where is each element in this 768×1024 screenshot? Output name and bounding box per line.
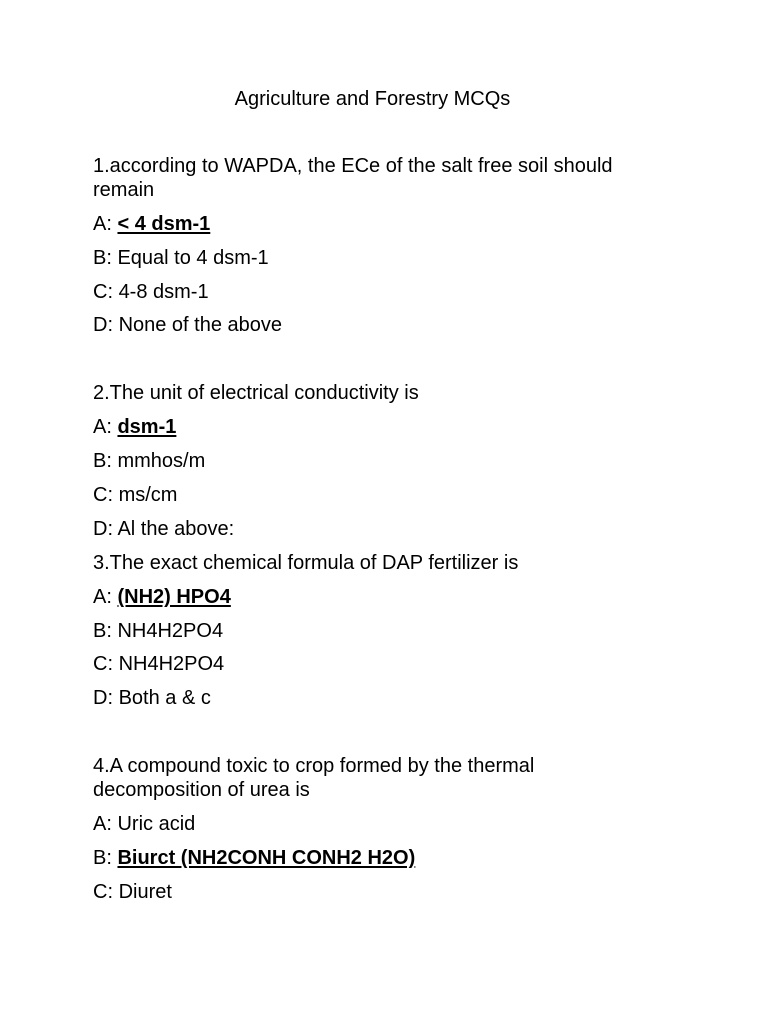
question-3-option-b bbox=[93, 619, 223, 643]
question-2-text: 2.The unit of electrical conductivity is bbox=[93, 382, 419, 404]
question-1-text-line-2: remain bbox=[93, 179, 155, 201]
correct-answer: < 4 dsm-1 bbox=[117, 213, 211, 235]
question-3-text: 3.The exact chemical formula of DAP fertilizer is bbox=[93, 552, 519, 574]
correct-answer: dsm-1 bbox=[117, 416, 177, 438]
option-text: None of the above bbox=[118, 314, 283, 336]
question-2-option-a bbox=[93, 415, 176, 439]
option-letter: C: bbox=[93, 484, 113, 506]
question-4-option-c bbox=[93, 880, 172, 904]
correct-answer: (NH2) HPO4 bbox=[117, 586, 231, 608]
question-2-option-c bbox=[93, 483, 177, 507]
document-title: Agriculture and Forestry MCQs bbox=[234, 88, 511, 110]
option-letter: B: bbox=[93, 450, 112, 472]
option-letter: B: bbox=[93, 620, 112, 642]
question-4-text-line-2: decomposition of urea is bbox=[93, 779, 310, 801]
option-text: Uric acid bbox=[117, 813, 196, 835]
option-text: NH4H2PO4 bbox=[117, 620, 224, 642]
question-3-option-a bbox=[93, 585, 231, 609]
option-text: ms/cm bbox=[118, 484, 178, 506]
option-text: mmhos/m bbox=[117, 450, 206, 472]
option-letter: C: bbox=[93, 881, 113, 903]
question-4-option-a bbox=[93, 812, 195, 836]
option-text: Al the above: bbox=[117, 518, 235, 540]
option-text: NH4H2PO4 bbox=[118, 653, 225, 675]
question-1-option-a bbox=[93, 212, 210, 236]
question-3-option-d bbox=[93, 686, 211, 710]
question-4-text-line-1: 4.A compound toxic to crop formed by the thermal bbox=[93, 755, 535, 777]
option-letter: A: bbox=[93, 813, 112, 835]
question-1-option-d bbox=[93, 313, 282, 337]
question-2-option-b bbox=[93, 449, 205, 473]
question-3-option-c bbox=[93, 652, 224, 676]
option-letter: D: bbox=[93, 687, 113, 709]
question-4-option-b bbox=[93, 846, 415, 870]
option-letter: C: bbox=[93, 281, 113, 303]
question-1-text-line-1: 1.according to WAPDA, the ECe of the salt free soil should bbox=[93, 155, 613, 177]
option-text: Diuret bbox=[118, 881, 172, 903]
option-letter: A: bbox=[93, 586, 112, 608]
question-1-option-c bbox=[93, 280, 209, 304]
option-letter: B: bbox=[93, 847, 112, 869]
option-letter: B: bbox=[93, 247, 112, 269]
question-2-option-d bbox=[93, 517, 234, 541]
correct-answer: Biurct (NH2CONH CONH2 H2O) bbox=[117, 847, 416, 869]
option-text: Both a & c bbox=[118, 687, 211, 709]
option-letter: D: bbox=[93, 518, 113, 540]
option-letter: A: bbox=[93, 416, 112, 438]
option-letter: D: bbox=[93, 314, 113, 336]
option-letter: A: bbox=[93, 213, 112, 235]
option-text: Equal to 4 dsm-1 bbox=[117, 247, 269, 269]
question-1-option-b bbox=[93, 246, 269, 270]
option-text: 4-8 dsm-1 bbox=[118, 281, 209, 303]
option-letter: C: bbox=[93, 653, 113, 675]
